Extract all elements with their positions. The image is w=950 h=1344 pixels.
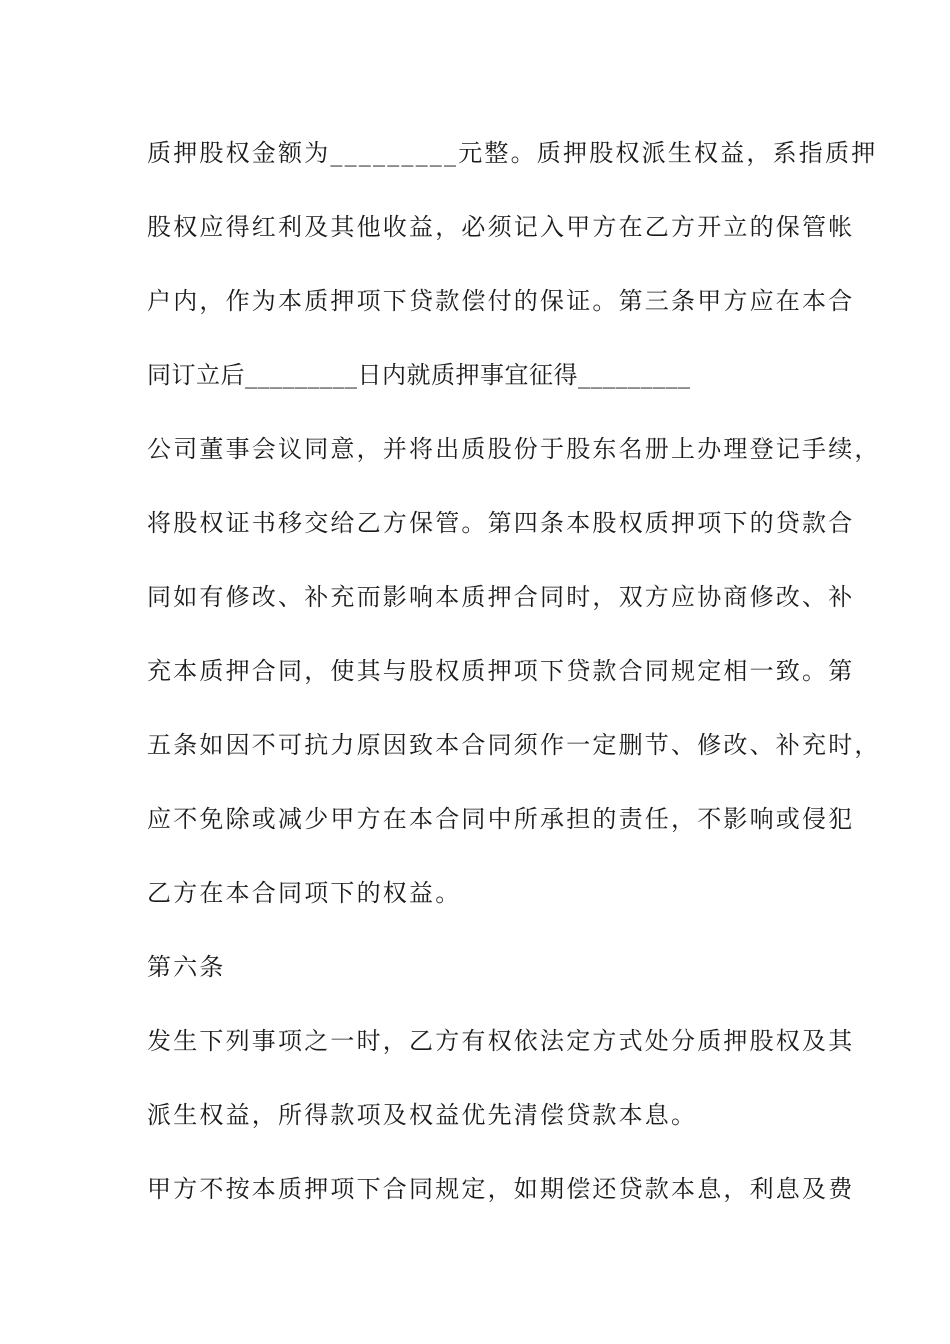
paragraph-line-5: 公司董事会议同意，并将出质股份于股东名册上办理登记手续， bbox=[147, 435, 881, 463]
paragraph-line-14: 派生权益，所得款项及权益优先清偿贷款本息。 bbox=[147, 1101, 698, 1129]
paragraph-line-9: 五条如因不可抗力原因致本合同须作一定删节、修改、补充时， bbox=[147, 731, 881, 759]
article-heading: 第六条 bbox=[147, 953, 226, 981]
paragraph-line-8: 充本质押合同，使其与股权质押项下贷款合同规定相一致。第 bbox=[147, 657, 855, 685]
paragraph-line-10: 应不免除或减少甲方在本合同中所承担的责任，不影响或侵犯 bbox=[147, 805, 855, 833]
paragraph-line-2: 股权应得红利及其他收益，必须记入甲方在乙方开立的保管帐 bbox=[147, 213, 855, 241]
paragraph-line-3: 户内，作为本质押项下贷款偿付的保证。第三条甲方应在本合 bbox=[147, 287, 855, 315]
paragraph-line-4: 同订立后_________日内就质押事宜征得_________ bbox=[147, 361, 691, 389]
paragraph-line-6: 将股权证书移交给乙方保管。第四条本股权质押项下的贷款合 bbox=[147, 509, 855, 537]
paragraph-line-15: 甲方不按本质押项下合同规定，如期偿还贷款本息，利息及费 bbox=[147, 1175, 855, 1203]
paragraph-line-7: 同如有修改、补充而影响本质押合同时，双方应协商修改、补 bbox=[147, 583, 855, 611]
paragraph-line-13: 发生下列事项之一时，乙方有权依法定方式处分质押股权及其 bbox=[147, 1027, 855, 1055]
paragraph-line-11: 乙方在本合同项下的权益。 bbox=[147, 879, 462, 907]
paragraph-line-1: 质押股权金额为_________元整。质押股权派生权益，系指质押 bbox=[147, 139, 878, 167]
